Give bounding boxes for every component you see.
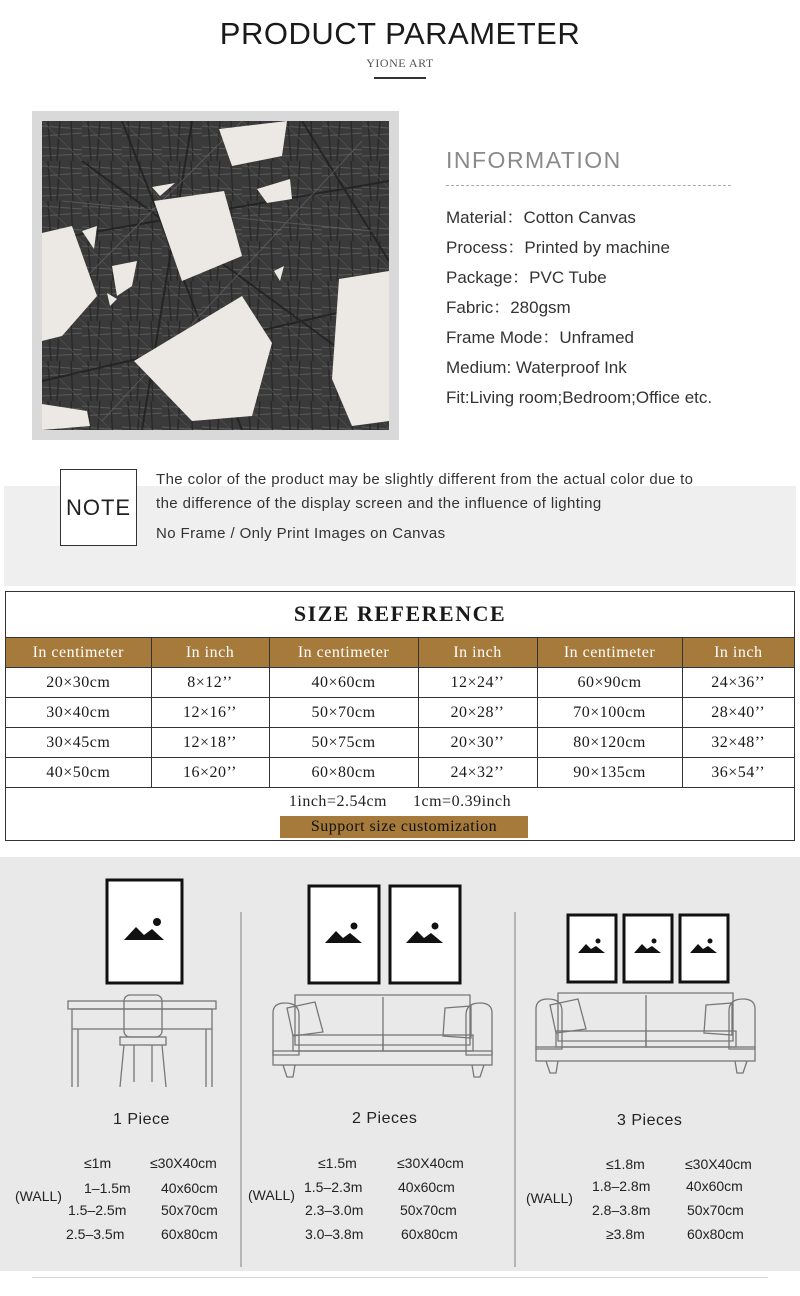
- customization-badge: Support size customization: [280, 816, 528, 838]
- note-line-3: No Frame / Only Print Images on Canvas: [156, 525, 446, 542]
- wall-label: (WALL): [248, 1187, 295, 1203]
- size-cell: 24×32’’: [418, 758, 537, 788]
- size-cell: 50×70cm: [269, 698, 418, 728]
- size-reference-title: SIZE REFERENCE: [293, 601, 507, 626]
- frame-1: [107, 880, 182, 983]
- info-medium: Medium: Waterproof Ink: [446, 358, 627, 377]
- wall-label: (WALL): [15, 1188, 62, 1204]
- info-package: Package：PVC Tube: [446, 268, 607, 287]
- table-row: [6, 758, 794, 788]
- size-cell: 60×80cm: [269, 758, 418, 788]
- print-size: 40x60cm: [398, 1179, 455, 1195]
- three-piece-sofa-illustration: [530, 909, 762, 1089]
- size-cell: 20×28’’: [418, 698, 537, 728]
- size-reference-box: [5, 591, 795, 841]
- table-row: [6, 668, 794, 698]
- abstract-artwork-image: [42, 121, 389, 430]
- wall-width: ≤1.8m: [606, 1156, 645, 1172]
- note-label: NOTE: [65, 494, 132, 520]
- info-fabric: Fabric：280gsm: [446, 298, 571, 317]
- table-row: [6, 698, 794, 728]
- print-size: 50x70cm: [400, 1202, 457, 1218]
- size-table: [6, 637, 794, 788]
- note-line-1: The color of the product may be slightly different from the actual color due to: [156, 471, 694, 488]
- print-size: 60x80cm: [401, 1226, 458, 1242]
- size-cell: 20×30’’: [418, 728, 537, 758]
- size-cell: 30×45cm: [6, 728, 151, 758]
- print-size: 50x70cm: [161, 1202, 218, 1218]
- size-cell: 36×54’’: [682, 758, 794, 788]
- size-cell: 8×12’’: [151, 668, 269, 698]
- wall-width: 2.3–3.0m: [305, 1202, 364, 1218]
- wall-width: 2.5–3.5m: [66, 1226, 125, 1242]
- size-cell: 70×100cm: [537, 698, 682, 728]
- note-line-2: the difference of the display screen and the influence of lighting: [156, 495, 602, 512]
- wall-width: 2.8–3.8m: [592, 1202, 651, 1218]
- size-cell: 50×75cm: [269, 728, 418, 758]
- print-size: ≤30X40cm: [685, 1156, 752, 1172]
- size-cell: 28×40’’: [682, 698, 794, 728]
- info-fit: Fit:Living room;Bedroom;Office etc.: [446, 388, 713, 407]
- wall-label: (WALL): [526, 1190, 573, 1206]
- info-frame-mode: Frame Mode：Unframed: [446, 328, 635, 347]
- scene-divider: [240, 912, 242, 1267]
- print-size: 50x70cm: [687, 1202, 744, 1218]
- info-material: Material：Cotton Canvas: [446, 208, 636, 227]
- print-size: 40x60cm: [686, 1178, 743, 1194]
- table-row: [6, 728, 794, 758]
- wall-size-guide: [0, 857, 800, 1271]
- size-cell: 24×36’’: [682, 668, 794, 698]
- size-cell: 90×135cm: [537, 758, 682, 788]
- one-piece-desk-illustration: [60, 877, 230, 1092]
- size-cell: 40×60cm: [269, 668, 418, 698]
- scene-divider: [514, 912, 516, 1267]
- header-cm: In centimeter: [269, 638, 418, 668]
- print-size: ≤30X40cm: [150, 1155, 217, 1171]
- size-cell: 12×16’’: [151, 698, 269, 728]
- wall-width: ≥3.8m: [606, 1226, 645, 1242]
- header-inch: In inch: [151, 638, 269, 668]
- scene-label-1-piece: 1 Piece: [113, 1111, 170, 1128]
- unit-conversion: [6, 793, 794, 811]
- information-heading: INFORMATION: [446, 147, 622, 173]
- artwork-frame: [32, 111, 399, 440]
- header-inch: In inch: [682, 638, 794, 668]
- information-list: [446, 207, 712, 417]
- size-cell: 30×40cm: [6, 698, 151, 728]
- size-cell: 20×30cm: [6, 668, 151, 698]
- header-cm: In centimeter: [6, 638, 151, 668]
- size-table-header: [6, 638, 794, 668]
- wall-width: 1.5–2.3m: [304, 1179, 363, 1195]
- information-divider: [446, 185, 731, 186]
- wall-width: 3.0–3.8m: [305, 1226, 364, 1242]
- print-size: 60x80cm: [687, 1226, 744, 1242]
- header-cm: In centimeter: [537, 638, 682, 668]
- wall-width: ≤1m: [84, 1155, 112, 1171]
- wall-width: 1.8–2.8m: [592, 1178, 651, 1194]
- footer-divider: [32, 1277, 768, 1278]
- print-size: ≤30X40cm: [397, 1155, 464, 1171]
- scene-label-3-pieces: 3 Pieces: [617, 1112, 683, 1129]
- page-title: PRODUCT PARAMETER: [219, 16, 581, 51]
- header-inch: In inch: [418, 638, 537, 668]
- size-cell: 16×20’’: [151, 758, 269, 788]
- conversion-inch: 1inch=2.54cm: [288, 793, 387, 810]
- scene-label-2-pieces: 2 Pieces: [352, 1110, 418, 1127]
- title-underline: [374, 77, 426, 79]
- size-cell: 12×24’’: [418, 668, 537, 698]
- size-cell: 40×50cm: [6, 758, 151, 788]
- conversion-cm: 1cm=0.39inch: [413, 793, 512, 810]
- info-process: Process：Printed by machine: [446, 238, 670, 257]
- wall-width: ≤1.5m: [318, 1155, 357, 1171]
- size-cell: 60×90cm: [537, 668, 682, 698]
- note-label-box: [60, 469, 137, 546]
- size-cell: 32×48’’: [682, 728, 794, 758]
- print-size: 40x60cm: [161, 1180, 218, 1196]
- size-cell: 80×120cm: [537, 728, 682, 758]
- wall-width: 1.5–2.5m: [68, 1202, 127, 1218]
- brand-subtitle: YIONE ART: [366, 56, 434, 70]
- print-size: 60x80cm: [161, 1226, 218, 1242]
- size-cell: 12×18’’: [151, 728, 269, 758]
- wall-width: 1–1.5m: [84, 1180, 131, 1196]
- two-piece-sofa-illustration: [265, 883, 500, 1083]
